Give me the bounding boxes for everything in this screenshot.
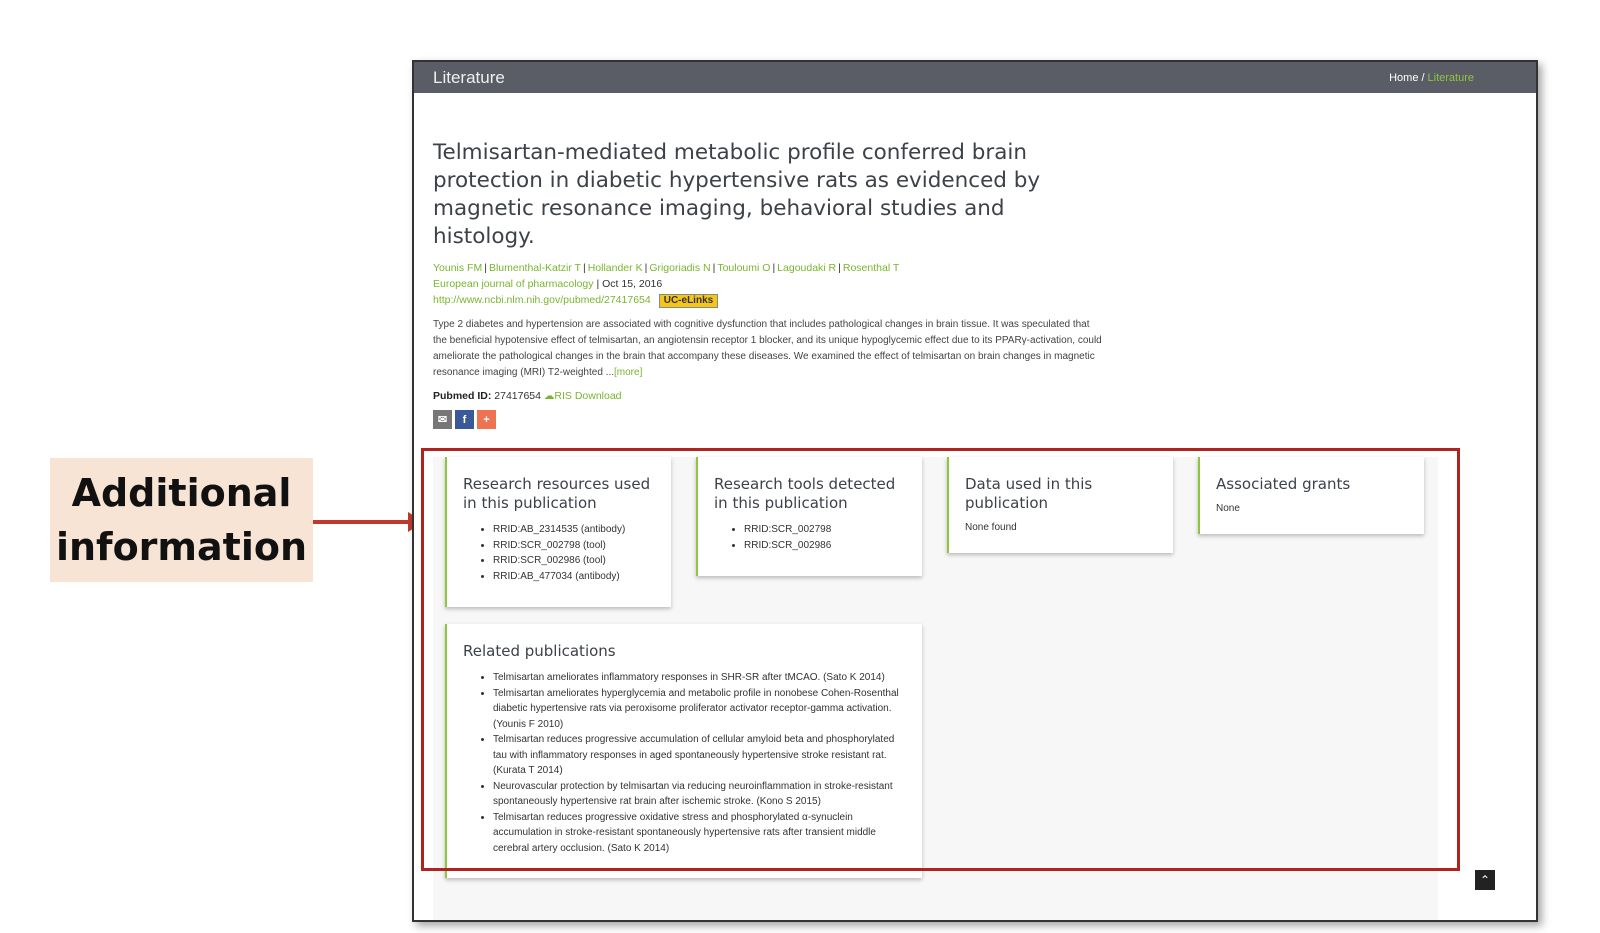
pubmed-line: [433, 390, 1517, 402]
uc-elinks-button[interactable]: UC-eLinks: [659, 294, 718, 308]
list-item: • RRID:SCR_002986 (tool): [493, 553, 655, 569]
annotation-callout: [50, 458, 313, 582]
main-content: [414, 139, 1536, 478]
card-title: Related publications: [463, 642, 616, 660]
callout-line-2: information: [55, 525, 308, 569]
breadcrumb-separator: /: [1421, 71, 1425, 84]
publication-meta: [433, 260, 1517, 308]
publication-date: | Oct 15, 2016: [596, 278, 663, 290]
author-link[interactable]: Touloumi O: [717, 262, 771, 274]
journal-line: [433, 276, 1517, 292]
list-item: • RRID:SCR_002986: [744, 538, 906, 554]
mail-icon[interactable]: ✉: [433, 410, 452, 429]
breadcrumb: [1389, 72, 1474, 84]
list-item: • RRID:AB_2314535 (antibody): [493, 522, 655, 538]
card-title: Research tools detected in this publication: [714, 475, 896, 512]
page-title: Literature: [433, 67, 505, 87]
card-text: None found: [965, 522, 1017, 533]
list-item: • Telmisartan ameliorates inflammatory responses in SHR-SR after tMCAO. (Sato K 2014): [493, 670, 906, 686]
author-link[interactable]: Rosenthal T: [842, 262, 900, 274]
list-item: • Neurovascular protection by telmisartan via reducing neuroinflammation in stroke-resistant spontaneously hypertensive rat brain after ischemic stroke. (Kono S 2015): [493, 779, 906, 810]
list-item: • Telmisartan ameliorates hyperglycemia and metabolic profile in nonobese Cohen-Rosenthal diabetic hypertensive rats via peroxisome proliferator activator receptor-gamma activation. (Younis F 2010): [493, 686, 906, 733]
more-link[interactable]: [more]: [614, 367, 643, 378]
pubmed-label: Pubmed ID:: [433, 390, 492, 402]
annotation-arrow: [313, 520, 409, 524]
author-link[interactable]: Blumenthal-Katzir T: [488, 262, 581, 274]
cloud-download-icon: ☁: [543, 390, 555, 402]
pubmed-id: 27417654: [494, 390, 541, 402]
callout-line-1: Additional: [71, 471, 292, 515]
author-link[interactable]: Hollander K: [587, 262, 643, 274]
url-line: [433, 292, 1517, 308]
journal-link[interactable]: European journal of pharmacology: [433, 278, 594, 290]
abstract: [433, 317, 1103, 381]
card-title: Data used in this publication: [965, 475, 1093, 512]
list-item: • RRID:AB_477034 (antibody): [493, 569, 655, 585]
scroll-to-top-icon[interactable]: ⌃: [1475, 870, 1495, 890]
abstract-text: Type 2 diabetes and hypertension are associated with cognitive dysfunction that includes pathological changes in brain tissue. It was speculated that the beneficial hypotensive effect of telmisartan, an angiotensin receptor 1 blocker, and its unique hypoglycemic effect due to its PPARγ-activation, could ameliorate the pathological changes in the brain that accompany these diseases. We examined the effect of telmisartan on brain changes in magnetic resonance imaging (MRI) T2-weighted ...: [433, 319, 1102, 378]
page-header: [414, 62, 1536, 93]
author-list: Younis FM | Blumenthal-Katzir T | Hollander K | Grigoriadis N | Touloumi O | Lagoudaki R | Rosenthal T: [433, 262, 900, 274]
highlight-box: [421, 448, 1460, 871]
card-title: Research resources used in this publication: [463, 475, 651, 512]
author-link[interactable]: Lagoudaki R: [777, 262, 837, 274]
list-item: • Telmisartan reduces progressive accumulation of cellular amyloid beta and phosphorylated tau with inflammatory responses in aged spontaneously hypertensive stroke resistant rat. (Kurata T 2014): [493, 732, 906, 779]
card-text: None: [1216, 503, 1240, 514]
breadcrumb-home-link[interactable]: Home: [1389, 71, 1419, 84]
publication-title: Telmisartan-mediated metabolic profile conferred brain protection in diabetic hypertensive rats as evidenced by magnetic resonance imaging, behavioral studies and histology.: [433, 140, 1041, 249]
ris-download-link[interactable]: RIS Download: [554, 390, 622, 402]
breadcrumb-current: Literature: [1427, 71, 1474, 84]
card-title: Associated grants: [1216, 475, 1351, 493]
pubmed-url-link[interactable]: http://www.ncbi.nlm.nih.gov/pubmed/27417654: [433, 294, 651, 306]
author-link[interactable]: Younis FM: [433, 262, 483, 274]
facebook-icon[interactable]: f: [455, 410, 474, 429]
list-item: • RRID:SCR_002798: [744, 522, 906, 538]
plus-icon[interactable]: +: [477, 410, 496, 429]
author-link[interactable]: Grigoriadis N: [649, 262, 711, 274]
list-item: • RRID:SCR_002798 (tool): [493, 538, 655, 554]
list-item: • Telmisartan reduces progressive oxidative stress and phosphorylated α-synuclein accumulation in stroke-resistant spontaneously hypertensive rats after transient middle cerebral artery occlusion. (Sato K 2014): [493, 810, 906, 857]
share-buttons: [433, 410, 1517, 429]
